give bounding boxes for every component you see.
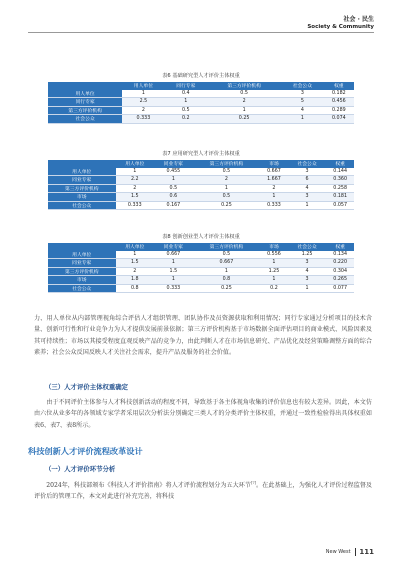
section-label-cn: 社会 · 民生 [343, 16, 374, 23]
table-cell: 0.333 [122, 115, 164, 124]
row-header: 用人单位 [48, 168, 116, 176]
row-header: 同业专家 [48, 259, 116, 268]
table8 [48, 243, 354, 293]
table-cell: 0.077 [333, 285, 348, 291]
table-cell: 1 [154, 259, 193, 268]
table-cell: 0.8 [193, 276, 261, 285]
page-number: 111 [359, 548, 374, 556]
table-cell: 0.456 [324, 98, 354, 107]
table-cell: 0.304 [333, 268, 348, 274]
table-cell: 0.4 [181, 90, 190, 96]
table8-column-header: 社会公众 [288, 243, 327, 251]
table-row [48, 284, 354, 293]
table7-column-header: 用人单位 [116, 160, 155, 168]
table-cell: 0.556 [267, 251, 281, 257]
table6 [48, 82, 354, 124]
table8-column-header: 市场 [260, 243, 288, 251]
table-row [48, 267, 354, 276]
body-paragraph-3-block [34, 478, 372, 503]
table-cell: 0.2 [270, 285, 278, 291]
table-cell: 1.8 [116, 276, 155, 285]
table6-column-header: 用人单位 [122, 82, 164, 90]
table6-column-header: 同行专家 [165, 82, 207, 90]
table-cell: 0.5 [222, 168, 231, 174]
table-row [48, 259, 354, 268]
table-row [48, 90, 354, 98]
table-cell: 1 [281, 115, 323, 124]
table-cell: 1 [305, 202, 309, 208]
table-cell: 0.258 [333, 185, 348, 191]
table8-caption: 表8 创新创业型人才评价主体权重 [162, 234, 240, 240]
table-cell: 0.181 [326, 193, 354, 202]
table-row [48, 184, 354, 193]
table-cell: 0.134 [333, 251, 348, 257]
table-cell: 1 [242, 107, 246, 113]
table8-block [28, 233, 374, 293]
table-cell: 0.057 [333, 202, 348, 208]
table-row [48, 176, 354, 185]
table-cell: 4 [300, 107, 304, 113]
table-cell: 0.333 [127, 202, 142, 208]
header-divider [28, 32, 374, 33]
row-header: 社会公众 [48, 284, 116, 293]
journal-name: New West [325, 549, 351, 555]
table-cell: 0.667 [166, 251, 181, 257]
table-cell: 2 [133, 185, 137, 191]
table-cell: 0.333 [166, 285, 181, 291]
table8-column-header [48, 243, 116, 251]
row-header: 第三方评价机构 [48, 267, 116, 276]
paragraph-text: 。在此基础上，为强化人才评价过程监督及评价后的管理工作，本文对此进行补充完善，将科技 [34, 482, 373, 501]
table7 [48, 160, 354, 210]
table-cell: 0.2 [165, 115, 207, 124]
table-cell: 2.2 [116, 176, 155, 185]
citation-ref: [7] [250, 481, 257, 485]
body-paragraph-1-block [34, 313, 372, 358]
row-header: 社会公众 [48, 201, 116, 210]
table-row [48, 201, 354, 210]
table-cell: 0.25 [207, 115, 281, 124]
row-header: 第三方评价机构 [48, 106, 122, 115]
table6-header-row [48, 82, 354, 90]
row-header: 市场 [48, 276, 116, 285]
row-header: 用人单位 [48, 90, 122, 98]
table-cell: 1 [260, 193, 288, 202]
subhead-process: （一）人才评价环节分析 [45, 465, 116, 473]
table-row [48, 168, 354, 176]
row-header: 社会公众 [48, 115, 122, 124]
table-cell: 2 [141, 107, 145, 113]
table-cell: 6 [288, 176, 327, 185]
table7-column-header: 社会公众 [288, 160, 327, 168]
table-cell: 1 [305, 285, 309, 291]
table7-column-header: 市场 [260, 160, 288, 168]
table-cell: 2 [207, 98, 281, 107]
table8-header-row [48, 243, 354, 251]
table-cell: 1 [154, 276, 193, 285]
table-cell: 1 [141, 90, 145, 96]
table-cell: 1 [224, 268, 228, 274]
table6-column-header: 第三方评价机构 [207, 82, 281, 90]
table6-column-header: 权重 [324, 82, 354, 90]
table7-column-header: 同业专家 [154, 160, 193, 168]
table-row [48, 276, 354, 285]
table-cell: 1.5 [116, 193, 155, 202]
table6-column-header: 社会公众 [281, 82, 323, 90]
table-row [48, 193, 354, 202]
table7-header-row [48, 160, 354, 168]
table-cell: 0.455 [166, 168, 181, 174]
table-cell: 2 [193, 176, 261, 185]
table6-block [28, 72, 374, 124]
table-cell: 0.360 [326, 176, 354, 185]
body-paragraph: 力、用人单位从内部管理视角综合评估人才组织管理、团队协作及员资源获取和利用情况；同行专家通过分析项目的技术含量、创新可行性和行业竞争力为人才提供发展前景依据；第三方评价机构基于市场数据全面评估项目的商业模式、风险因素及其可持续性；市场以其接受程度直观反映产品的竞争力，由此判断人才在市场信息研究、产品优化及经营策略调整方面的综合素养；社会公众反国反映人才关注社会需求，提升产品及服务的社会价值。 [34, 315, 372, 356]
table-cell: 0.265 [326, 276, 354, 285]
table-cell: 4 [305, 185, 309, 191]
table-cell: 0.5 [222, 251, 231, 257]
table-cell: 1 [260, 276, 288, 285]
table-cell: 3 [288, 276, 327, 285]
table-cell: 1 [165, 98, 207, 107]
row-header: 第三方评价机构 [48, 184, 116, 193]
table6-column-header [48, 82, 122, 90]
table-cell: 0.5 [169, 185, 178, 191]
table7-column-header: 第三方评价机构 [193, 160, 261, 168]
page-footer [326, 548, 374, 556]
table8-column-header: 第三方评价机构 [193, 243, 261, 251]
row-header: 同业专家 [48, 176, 116, 185]
table-cell: 5 [281, 98, 323, 107]
table-cell: 0.25 [221, 202, 232, 208]
table-cell: 0.25 [221, 285, 232, 291]
section-title: 科技创新人才评价流程改革设计 [28, 446, 143, 456]
table-cell: 1.667 [260, 176, 288, 185]
table7-caption: 表7 应用研究型人才评价主体权重 [162, 151, 240, 157]
table-cell: 0.333 [267, 202, 281, 208]
body-paragraph-2-block [34, 397, 372, 431]
table8-column-header: 同业专家 [154, 243, 193, 251]
table-cell: 0.144 [333, 168, 348, 174]
table-cell: 1.5 [116, 259, 155, 268]
table-row [48, 98, 354, 107]
row-header: 同行专家 [48, 98, 122, 107]
table-cell: 2.5 [122, 98, 164, 107]
table-cell: 0.182 [331, 90, 346, 96]
subhead-weight: （三）人才评价主体权重确定 [45, 383, 129, 391]
table-cell: 1 [224, 185, 228, 191]
table6-caption: 表6 基础研究型人才评价主体权重 [162, 73, 240, 79]
table-cell: 3 [305, 168, 309, 174]
footer-divider [355, 548, 356, 556]
table8-column-header: 用人单位 [116, 243, 155, 251]
table-row [48, 106, 354, 115]
table-cell: 0.6 [154, 193, 193, 202]
table-cell: 1.5 [169, 268, 178, 274]
table-row [48, 115, 354, 124]
table-cell: 3 [300, 90, 304, 96]
table-cell: 3 [288, 193, 327, 202]
row-header: 用人单位 [48, 251, 116, 259]
table7-column-header: 权重 [326, 160, 354, 168]
row-header: 市场 [48, 193, 116, 202]
table-cell: 0.5 [181, 107, 190, 113]
table-cell: 0.8 [130, 285, 139, 291]
table7-column-header [48, 160, 116, 168]
table-cell: 0.667 [267, 168, 281, 174]
table-row [48, 251, 354, 259]
section-label-en: Society & Community [307, 24, 374, 30]
body-paragraph [34, 478, 372, 503]
table-cell: 1 [260, 259, 288, 268]
table-cell: 0.289 [331, 107, 346, 113]
table-cell: 0.074 [324, 115, 354, 124]
table-cell: 1 [133, 251, 137, 257]
table-cell: 0.5 [193, 193, 261, 202]
paragraph-text: 2024年，科技部颁布《科技人才评价指南》将人才评价流程划分为五大环节 [46, 482, 251, 490]
table-cell: 3 [288, 259, 327, 268]
table-cell: 0.667 [193, 259, 261, 268]
table-cell: 4 [305, 268, 309, 274]
body-paragraph: 由于不同评价主体参与人才科技创新活动的程度不同，导致基于各主体视角收集的评价信息也有较大差异。因此，本文仿由六位从业多年的各领域专家学者采用层次分析法分别确定三类人才的分类评价主体权重，并通过一致性检验得出具体权重如表6、表7、表8所示。 [34, 399, 372, 429]
table-cell: 2 [272, 185, 276, 191]
table-cell: 1 [154, 176, 193, 185]
table-cell: 0.220 [326, 259, 354, 268]
table7-block [28, 150, 374, 210]
table-cell: 1.25 [301, 251, 313, 257]
page-header [307, 16, 374, 31]
table8-column-header: 权重 [326, 243, 354, 251]
table-cell: 1 [133, 168, 137, 174]
table-cell: 0.5 [240, 90, 248, 96]
table-cell: 1.25 [268, 268, 280, 274]
table-cell: 0.167 [166, 202, 181, 208]
table-cell: 2 [133, 268, 137, 274]
